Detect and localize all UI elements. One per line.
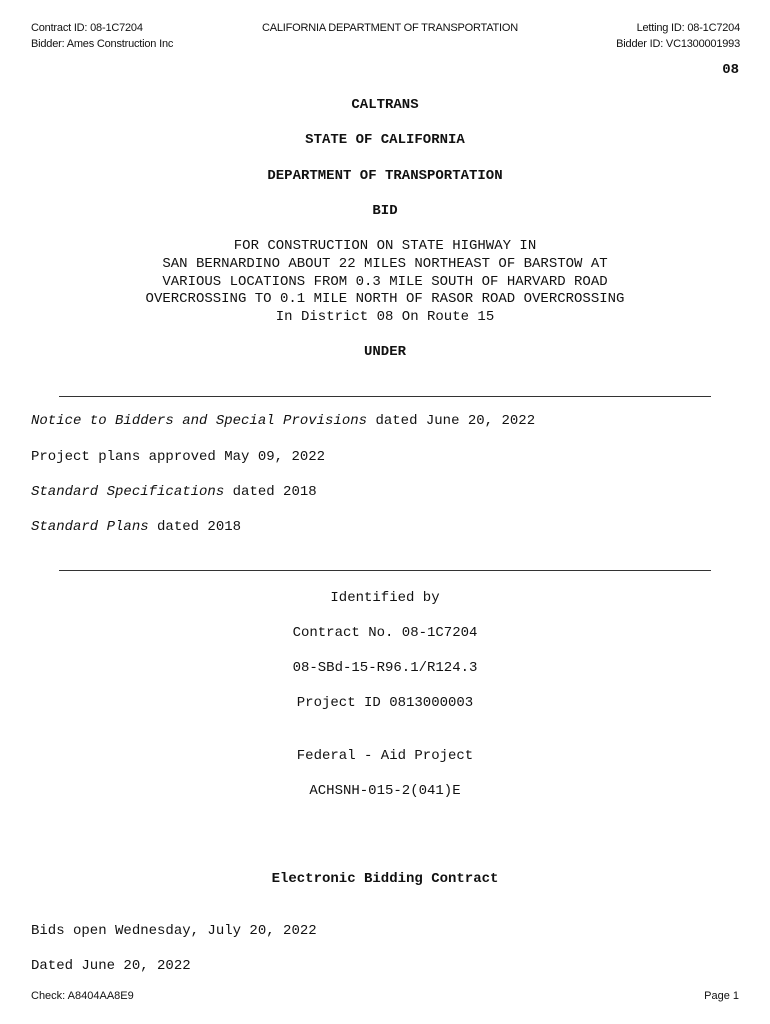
title-caltrans: CALTRANS (351, 97, 419, 113)
agency-name: CALIFORNIA DEPARTMENT OF TRANSPORTATION (261, 22, 519, 34)
bidder-id: Bidder ID: VC1300001993 (616, 38, 740, 50)
federal-aid-label: Federal - Aid Project (296, 748, 474, 764)
std-specs-line (31, 484, 317, 500)
contract-type: Electronic Bidding Contract (271, 871, 499, 887)
description-line: OVERCROSSING TO 0.1 MILE NORTH OF RASOR ROAD OVERCROSSING (145, 291, 625, 308)
title-department: DEPARTMENT OF TRANSPORTATION (267, 168, 503, 184)
bids-open: Bids open Wednesday, July 20, 2022 (31, 923, 317, 939)
contract-number: Contract No. 08-1C7204 (292, 625, 478, 641)
description-line: In District 08 On Route 15 (275, 309, 495, 326)
project-id: Project ID 0813000003 (296, 695, 474, 711)
description-line: VARIOUS LOCATIONS FROM 0.3 MILE SOUTH OF HARVARD ROAD (162, 273, 608, 290)
under-heading: UNDER (363, 344, 406, 360)
title-bid: BID (372, 203, 398, 219)
district-code: 08 (722, 62, 739, 78)
letting-id: Letting ID: 08-1C7204 (636, 22, 740, 34)
check-code: Check: A8404AA8E9 (31, 990, 134, 1002)
notice-title: Notice to Bidders and Special Provisions (31, 413, 368, 429)
title-state: STATE OF CALIFORNIA (305, 132, 465, 148)
federal-aid-number: ACHSNH-015-2(041)E (309, 783, 461, 799)
identified-by: Identified by (330, 590, 440, 606)
location-code: 08-SBd-15-R96.1/R124.3 (292, 660, 478, 676)
header-right (616, 20, 740, 52)
plans-line: Project plans approved May 09, 2022 (31, 449, 326, 465)
std-plans-date: dated 2018 (148, 519, 242, 535)
notice-line (31, 413, 535, 429)
std-specs-title: Standard Specifications (31, 484, 225, 500)
divider (59, 396, 711, 397)
divider (59, 570, 711, 571)
dated-line: Dated June 20, 2022 (31, 958, 191, 974)
description-line: SAN BERNARDINO ABOUT 22 MILES NORTHEAST OF BARSTOW AT (162, 255, 608, 272)
contract-id: Contract ID: 08-1C7204 (31, 22, 143, 34)
std-plans-title: Standard Plans (31, 519, 149, 535)
bidder-name: Bidder: Ames Construction Inc (31, 38, 174, 50)
std-specs-date: dated 2018 (224, 484, 317, 500)
description-line: FOR CONSTRUCTION ON STATE HIGHWAY IN (233, 238, 537, 254)
project-description (0, 238, 770, 327)
std-plans-line (31, 519, 241, 535)
page-number: Page 1 (704, 990, 739, 1002)
notice-date: dated June 20, 2022 (367, 413, 536, 429)
